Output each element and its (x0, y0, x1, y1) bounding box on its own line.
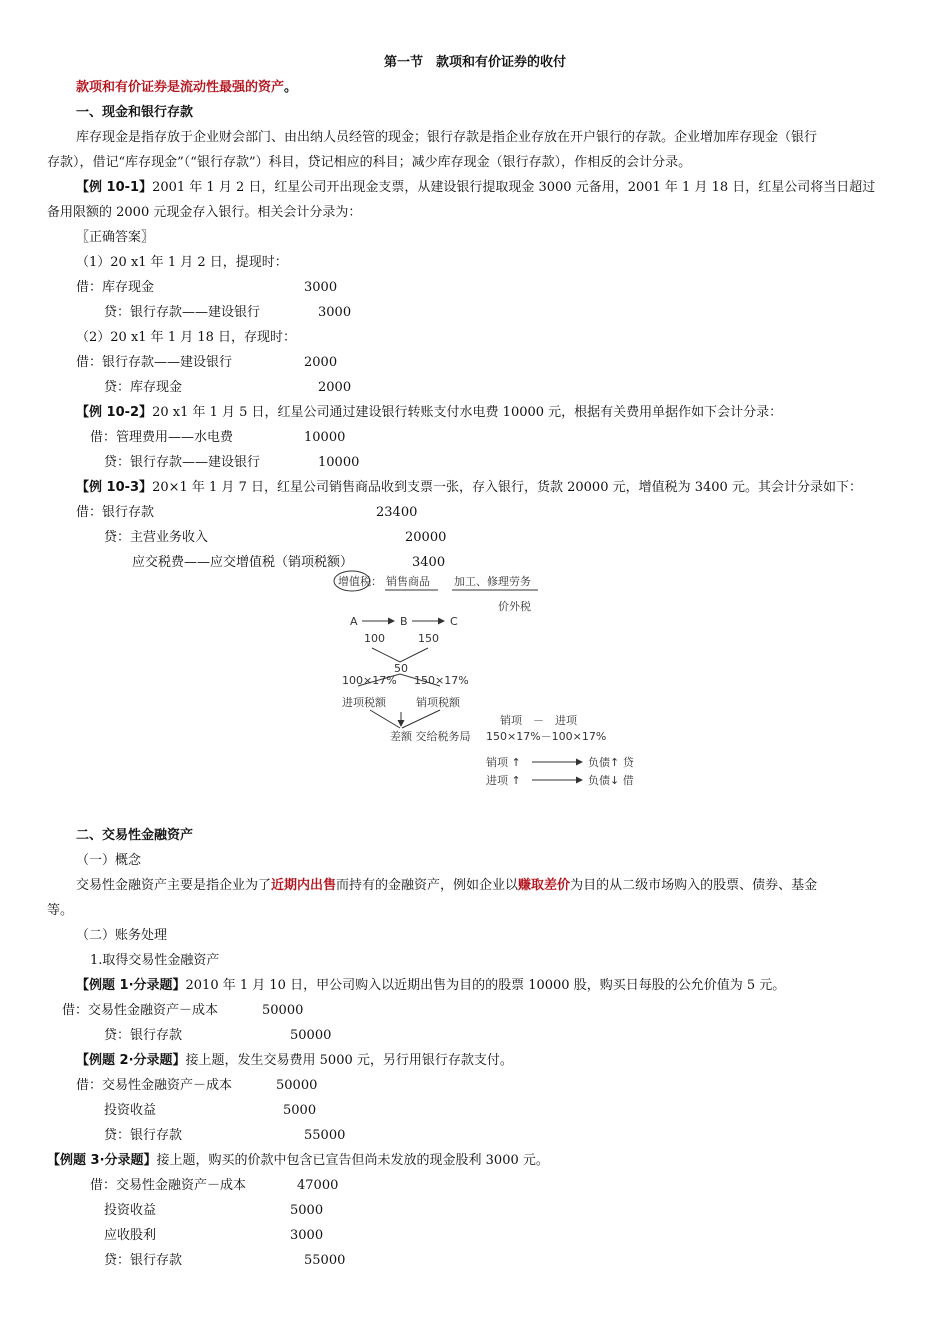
credit-amount: 3000 (318, 305, 352, 320)
credit-amount: 50000 (290, 1028, 332, 1043)
section-heading-cash: 一、现金和银行存款 (76, 105, 194, 120)
output-tax-label: 销项税额 (416, 696, 460, 709)
vat-diagram (330, 570, 660, 792)
output-row-label: 销项 ↑ (486, 756, 521, 769)
debit-line: 借：交易性金融资产－成本 (90, 1178, 247, 1193)
exercise-1 (76, 978, 785, 994)
exercise-tag: 【例题 3·分录题】 (47, 1153, 157, 1168)
join-line-right (402, 710, 440, 728)
highlight-profit: 赚取差价 (518, 878, 571, 893)
credit-line: 贷：银行存款——建设银行 (104, 305, 261, 320)
debit-amount: 50000 (276, 1078, 318, 1093)
output-calc: 150×17% (414, 674, 469, 687)
entry-heading: （2）20 x1 年 1 月 18 日，存现时： (76, 330, 297, 345)
page-title: 第一节 款项和有价证券的收付 (383, 55, 566, 70)
intro-highlight: 款项和有价证券是流动性最强的资产 (76, 80, 285, 95)
debit-line: 借：管理费用——水电费 (90, 430, 234, 445)
formula: 150×17%－100×17% (486, 730, 607, 743)
section-heading-trading: 二、交易性金融资产 (76, 828, 194, 843)
credit-amount: 20000 (405, 530, 447, 545)
debit-line: 投资收益 (104, 1103, 157, 1118)
paragraph-line: 等。 (47, 903, 74, 918)
credit-line: 贷：主营业务收入 (104, 530, 209, 545)
example-10-2 (76, 405, 782, 421)
node-b: B (400, 615, 408, 628)
diff-bracket (372, 648, 428, 662)
text-run: 交易性金融资产主要是指企业为了 (76, 878, 272, 893)
entry-heading: （1）20 x1 年 1 月 2 日，提现时： (76, 255, 288, 270)
debit-amount: 3000 (304, 280, 338, 295)
example-text: 2001 年 1 月 2 日，红星公司开出现金支票，从建设银行提取现金 3000 元备用，2001 年 1 月 18 日，红星公司将当日超过 (152, 180, 876, 195)
debit-line: 借：银行存款——建设银行 (76, 355, 233, 370)
example-tag: 【例 10-2】 (76, 405, 153, 420)
answer-label: 〖正确答案〗 (76, 230, 155, 245)
value-150: 150 (418, 632, 439, 645)
debit-line: 借：库存现金 (76, 280, 155, 295)
formula-heading: 销项 － 进项 (500, 714, 577, 727)
debit-amount: 10000 (304, 430, 346, 445)
node-c: C (450, 615, 458, 628)
credit-amount: 55000 (304, 1253, 346, 1268)
vat-label: 增值税： (338, 575, 382, 588)
credit-line: 贷：银行存款 (104, 1253, 183, 1268)
sub-heading: 1.取得交易性金融资产 (90, 953, 220, 968)
credit-amount: 2000 (318, 380, 352, 395)
credit-line: 贷：银行存款——建设银行 (104, 455, 261, 470)
sub-heading: （二）账务处理 (76, 928, 168, 943)
paragraph-line: 库存现金是指存放于企业财会部门、由出纳人员经管的现金；银行存款是指企业存放在开户银行的存款。企业增加库存现金（银行 (76, 130, 818, 145)
input-row-label: 进项 ↑ (486, 774, 521, 787)
example-text: 备用限额的 2000 元现金存入银行。相关会计分录为： (47, 205, 362, 220)
value-50: 50 (394, 662, 408, 675)
debit-amount: 47000 (297, 1178, 339, 1193)
credit-amount: 3400 (412, 555, 446, 570)
credit-line: 贷：银行存款 (104, 1028, 183, 1043)
debit-line: 借：银行存款 (76, 505, 155, 520)
highlight-sell: 近期内出售 (271, 878, 337, 893)
example-text: 20×1 年 1 月 7 日，红星公司销售商品收到支票一张，存入银行，货款 20000 元，增值税为 3400 元。其会计分录如下： (152, 480, 862, 495)
input-tax-label: 进项税额 (342, 696, 386, 709)
intro-line (76, 80, 297, 96)
paragraph-line: 存款），借记“库存现金”（“银行存款”）科目，贷记相应的科目；减少库存现金（银行存款），作相反的会计分录。 (47, 155, 692, 170)
exercise-2 (76, 1053, 513, 1069)
exercise-text: 接上题，购买的价款中包含已宣告但尚未发放的现金股利 3000 元。 (156, 1153, 549, 1168)
debit-line: 应收股利 (104, 1228, 157, 1243)
example-10-3 (76, 480, 862, 496)
debit-amount: 5000 (283, 1103, 317, 1118)
credit-line: 贷：银行存款 (104, 1128, 183, 1143)
concept-paragraph (76, 878, 817, 894)
input-calc: 100×17% (342, 674, 397, 687)
output-row-result: 负债↑ 贷 (588, 756, 634, 769)
input-row-result: 负债↓ 借 (588, 774, 634, 787)
intro-rest: 。 (284, 80, 298, 95)
example-text: 20 x1 年 1 月 5 日，红星公司通过建设银行转账支付水电费 10000 元，根据有关费用单据作如下会计分录： (152, 405, 783, 420)
exercise-tag: 【例题 1·分录题】 (76, 978, 186, 993)
node-a: A (350, 615, 358, 628)
join-line-left (370, 710, 400, 728)
credit-line: 应交税费——应交增值税（销项税额） (132, 555, 354, 570)
example-10-1 (76, 180, 875, 196)
diff-label: 差额 交给税务局 (390, 730, 471, 743)
text-run: 为目的从二级市场购入的股票、债券、基金 (570, 878, 818, 893)
process-label: 加工、修理劳务 (454, 575, 531, 588)
credit-amount: 55000 (304, 1128, 346, 1143)
exercise-text: 接上题，发生交易费用 5000 元，另行用银行存款支付。 (185, 1053, 513, 1068)
debit-amount: 50000 (262, 1003, 304, 1018)
text-run: 而持有的金融资产，例如企业以 (336, 878, 519, 893)
debit-amount: 3000 (290, 1228, 324, 1243)
exercise-3 (47, 1153, 549, 1169)
debit-amount: 5000 (290, 1203, 324, 1218)
debit-line: 借：交易性金融资产－成本 (76, 1078, 233, 1093)
credit-amount: 10000 (318, 455, 360, 470)
example-tag: 【例 10-1】 (76, 180, 153, 195)
debit-line: 投资收益 (104, 1203, 157, 1218)
example-tag: 【例 10-3】 (76, 480, 153, 495)
sub-heading: （一）概念 (76, 853, 142, 868)
debit-amount: 2000 (304, 355, 338, 370)
debit-amount: 23400 (376, 505, 418, 520)
credit-line: 贷：库存现金 (104, 380, 183, 395)
outside-tax-label: 价外税 (498, 600, 531, 613)
debit-line: 借：交易性金融资产－成本 (62, 1003, 219, 1018)
sale-label: 销售商品 (386, 575, 430, 588)
exercise-tag: 【例题 2·分录题】 (76, 1053, 186, 1068)
exercise-text: 2010 年 1 月 10 日，甲公司购入以近期出售为目的的股票 10000 股，购买日每股的公允价值为 5 元。 (185, 978, 786, 993)
value-100: 100 (364, 632, 385, 645)
